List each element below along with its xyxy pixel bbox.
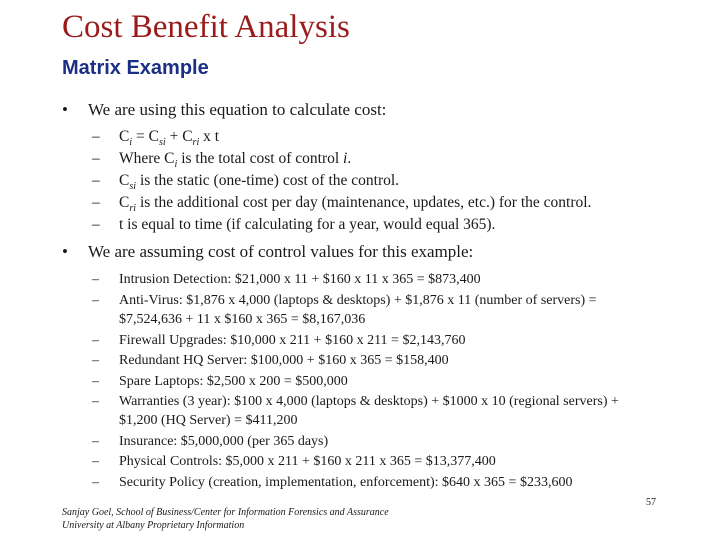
definition-text: $C_{si}$ is the static (one-time) cost of the control. [119, 172, 400, 193]
bullet-marker: • [62, 242, 68, 261]
dash-marker: – [92, 293, 99, 308]
dash-marker: – [92, 194, 100, 211]
dash-marker: – [92, 128, 100, 145]
dash-marker: – [92, 172, 100, 189]
dash-marker: – [92, 394, 99, 409]
dash-marker: – [92, 216, 100, 233]
cost-text-continued: $7,524,636 + 11 x $160 x 365 = $8,167,036 [119, 312, 366, 327]
dash-marker: – [92, 434, 99, 449]
bullet-text: We are using this equation to calculate cost: [88, 100, 387, 119]
footer-line-2: University at Albany Proprietary Information [62, 520, 245, 531]
cost-text: Physical Controls: $5,000 x 211 + $160 x 211 x 365 = $13,377,400 [119, 454, 496, 469]
bullet-text: We are assuming cost of control values for this example: [88, 242, 474, 261]
dash-marker: – [92, 374, 99, 389]
definition-text: $C_{ri}$ is the additional cost per day (maintenance, updates, etc.) for the control. [119, 194, 592, 215]
slide-subtitle: Matrix Example [62, 57, 209, 79]
page-number: 57 [646, 497, 656, 508]
definition-text: t is equal to time (if calculating for a year, would equal 365). [119, 216, 496, 233]
dash-marker: – [92, 333, 99, 348]
dash-marker: – [92, 454, 99, 469]
cost-text: Insurance: $5,000,000 (per 365 days) [119, 434, 329, 449]
cost-text: Spare Laptops: $2,500 x 200 = $500,000 [119, 374, 348, 389]
definition-text: Where $C_i$ is the total cost of control i. [119, 150, 352, 171]
cost-text: Anti-Virus: $1,876 x 4,000 (laptops & desktops) + $1,876 x 11 (number of servers) = [119, 293, 597, 308]
cost-text: Intrusion Detection: $21,000 x 11 + $160 x 11 x 365 = $873,400 [119, 272, 481, 287]
dash-marker: – [92, 272, 99, 287]
footer [62, 506, 389, 532]
cost-text: Security Policy (creation, implementation, enforcement): $640 x 365 = $233,600 [119, 475, 573, 490]
dash-marker: – [92, 353, 99, 368]
bullet-marker: • [62, 100, 68, 119]
cost-text-continued: $1,200 (HQ Server) = $411,200 [119, 413, 298, 428]
footer-line-1: Sanjay Goel, School of Business/Center for Information Forensics and Assurance [62, 507, 389, 518]
slide-title: Cost Benefit Analysis [62, 9, 350, 45]
cost-text: Firewall Upgrades: $10,000 x 211 + $160 x 211 = $2,143,760 [119, 333, 466, 348]
dash-marker: – [92, 475, 99, 490]
cost-text: Redundant HQ Server: $100,000 + $160 x 365 = $158,400 [119, 353, 449, 368]
equation-text: $C_i = C_{si} + C_{ri}$ x t [119, 128, 220, 149]
cost-text: Warranties (3 year): $100 x 4,000 (laptops & desktops) + $1000 x 10 (regional servers) + [119, 394, 619, 409]
dash-marker: – [92, 150, 100, 167]
